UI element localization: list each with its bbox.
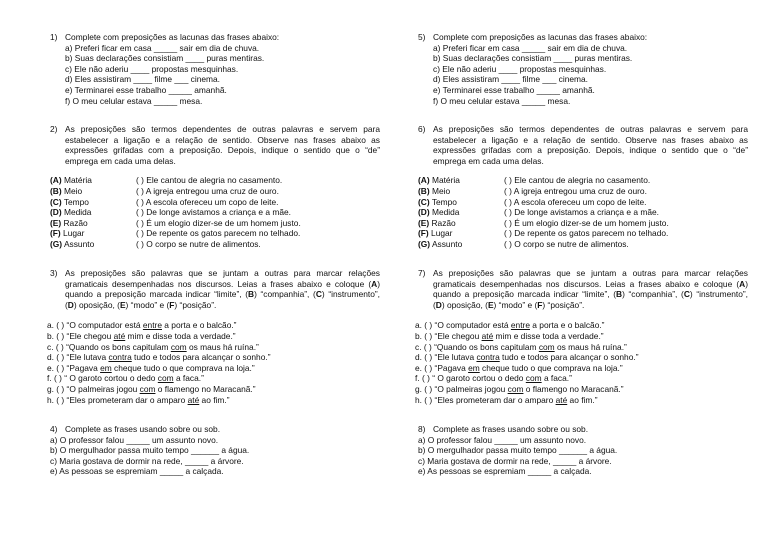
exercise-line: a) O professor falou _____ um assunto novo. <box>50 434 219 445</box>
list-item: b. ( ) “Ele chegou até mim e disse toda a verdade.” <box>47 330 236 341</box>
exercise-line: b) Suas declarações consistiam ____ puras mentiras. <box>433 53 633 64</box>
exercise-line: c) Ele não aderiu ____ propostas mesquinhas. <box>433 63 607 74</box>
sentence-line: ( ) É um elogio dizer-se de um homem justo. <box>504 217 669 228</box>
sentence-line: ( ) De repente os gatos parecem no telhado. <box>504 228 669 239</box>
question-prompt: Complete com preposições as lacunas das frases abaixo: <box>433 32 648 42</box>
list-item: h. ( ) “Eles prometeram dar o amparo até ao fim.” <box>415 394 598 405</box>
list-item: c. ( ) “Quando os bons capitulam com os maus há ruína.” <box>47 341 259 352</box>
exercise-line: b) O mergulhador passa muito tempo ______ a água. <box>418 445 618 456</box>
option-item: (G) Assunto <box>50 238 95 249</box>
option-item: (D) Medida <box>50 207 92 218</box>
question-number: 3) <box>50 268 58 278</box>
sentence-line: ( ) A igreja entregou uma cruz de ouro. <box>136 185 279 196</box>
option-item: (D) Medida <box>418 207 460 218</box>
sentence-line: ( ) O corpo se nutre de alimentos. <box>504 238 629 249</box>
sentence-line: ( ) O corpo se nutre de alimentos. <box>136 238 261 249</box>
list-item: e. ( ) “Pagava em cheque tudo o que comprava na loja.” <box>415 362 623 373</box>
sentence-line: ( ) A igreja entregou uma cruz de ouro. <box>504 185 647 196</box>
option-item: (B) Meio <box>418 185 451 196</box>
option-item: (C) Tempo <box>50 196 89 207</box>
list-item: f. ( ) “ O garoto cortou o dedo com a faca.” <box>47 373 204 384</box>
items-list <box>418 435 748 477</box>
exercise-line: a) Preferi ficar em casa _____ sair em dia de chuva. <box>65 42 260 53</box>
exercise-line: b) Suas declarações consistiam ____ puras mentiras. <box>65 53 265 64</box>
list-item: b. ( ) “Ele chegou até mim e disse toda a verdade.” <box>415 330 604 341</box>
question-number: 4) <box>50 424 58 434</box>
sentence-line: ( ) Ele cantou de alegria no casamento. <box>504 175 651 186</box>
option-item: (E) Razão <box>50 217 88 228</box>
sentence-line: ( ) A escola ofereceu um copo de leite. <box>504 196 647 207</box>
list-item: a. ( ) “O computador está entre a porta e o balcão.” <box>415 320 605 331</box>
list-item: h. ( ) “Eles prometeram dar o amparo até ao fim.” <box>47 394 230 405</box>
exercise-line: f) O meu celular estava _____ mesa. <box>433 95 571 106</box>
question-preposition-relations <box>415 268 748 405</box>
question-fill-prepositions <box>50 32 380 106</box>
exercise-line: e) Terminarei esse trabalho _____ amanhã. <box>433 84 595 95</box>
exercise-line: a) O professor falou _____ um assunto novo. <box>418 434 587 445</box>
options-list <box>50 175 136 249</box>
exercise-line: c) Ele não aderiu ____ propostas mesquinhas. <box>65 63 239 74</box>
option-item: (A) Matéria <box>418 175 460 186</box>
sentence-line: ( ) De longe avistamos a criança e a mãe. <box>136 207 292 218</box>
sentence-line: ( ) A escola ofereceu um copo de leite. <box>136 196 279 207</box>
question-prompt: As preposições são palavras que se juntam a outras para marcar relações gramaticais desempenhadas nos discursos. Leias a frases abaixo e coloque (A) quando a preposição marcada indicar “limite”, (B) “companhia”, (C) “instrumento”, (D) oposição, (E) “modo” e (F) “posição”. <box>65 268 380 310</box>
option-item: (A) Matéria <box>50 175 92 186</box>
question-prompt: As preposições são palavras que se juntam a outras para marcar relações gramaticais desempenhadas nos discursos. Leias a frases abaixo e coloque (A) quando a preposição marcada indicar “limite”, (B) “companhia”, (C) “instrumento”, (D) oposição, (E) “modo” e (F) “posição”. <box>433 268 748 310</box>
items-list <box>415 320 748 405</box>
sentences-list <box>504 175 669 249</box>
list-item: d. ( ) “Ele lutava contra tudo e todos para alcançar o sonho.” <box>415 352 639 363</box>
options-list <box>418 175 504 249</box>
sentences-list <box>136 175 301 249</box>
sentence-line: ( ) De longe avistamos a criança e a mãe. <box>504 207 660 218</box>
exercise-line: e) As pessoas se espremiam _____ a calçada. <box>50 466 224 477</box>
sentence-line: ( ) De repente os gatos parecem no telhado. <box>136 228 301 239</box>
question-meaning-of-de <box>418 124 748 250</box>
matching-block <box>50 175 380 249</box>
option-item: (F) Lugar <box>418 228 453 239</box>
question-preposition-relations <box>47 268 380 405</box>
option-item: (B) Meio <box>50 185 83 196</box>
option-item: (C) Tempo <box>418 196 457 207</box>
exercise-line: d) Eles assistiram ____ filme ___ cinema. <box>433 74 589 85</box>
question-prompt: As preposições são termos dependentes de outras palavras e servem para estabelecer a ligação e a relação de sentido. Observe nas frases abaixo as expressões grifadas com a preposição. Depois, indique o sentido que o “de” emprega em cada uma delas. <box>433 124 748 166</box>
exercise-line: e) Terminarei esse trabalho _____ amanhã. <box>65 84 227 95</box>
question-number: 1) <box>50 32 58 42</box>
list-item: f. ( ) “ O garoto cortou o dedo com a faca.” <box>415 373 572 384</box>
items-list <box>47 320 380 405</box>
exercise-line: e) As pessoas se espremiam _____ a calçada. <box>418 466 592 477</box>
question-sobre-sob <box>418 424 748 477</box>
question-sobre-sob <box>50 424 380 477</box>
question-number: 2) <box>50 124 58 134</box>
sentence-line: ( ) É um elogio dizer-se de um homem justo. <box>136 217 301 228</box>
exercise-line: d) Eles assistiram ____ filme ___ cinema. <box>65 74 221 85</box>
question-prompt: Complete as frases usando sobre ou sob. <box>433 424 589 434</box>
question-number: 6) <box>418 124 426 134</box>
items-list <box>50 435 380 477</box>
exercise-line: c) Maria gostava de dormir na rede, _____ a árvore. <box>418 455 612 466</box>
exercise-line: a) Preferi ficar em casa _____ sair em dia de chuva. <box>433 42 628 53</box>
list-item: a. ( ) “O computador está entre a porta e o balcão.” <box>47 320 237 331</box>
list-item: e. ( ) “Pagava em cheque tudo o que comprava na loja.” <box>47 362 255 373</box>
sentence-line: ( ) Ele cantou de alegria no casamento. <box>136 175 283 186</box>
list-item: c. ( ) “Quando os bons capitulam com os maus há ruína.” <box>415 341 627 352</box>
question-prompt: Complete as frases usando sobre ou sob. <box>65 424 221 434</box>
exercise-line: b) O mergulhador passa muito tempo ______ a água. <box>50 445 250 456</box>
question-number: 5) <box>418 32 426 42</box>
question-fill-prepositions <box>418 32 748 106</box>
question-number: 7) <box>418 268 426 278</box>
option-item: (E) Razão <box>418 217 456 228</box>
question-prompt: Complete com preposições as lacunas das frases abaixo: <box>65 32 280 42</box>
exercise-line: c) Maria gostava de dormir na rede, _____ a árvore. <box>50 455 244 466</box>
list-item: g. ( ) “O palmeiras jogou com o flamengo no Maracanã.” <box>47 383 256 394</box>
option-item: (G) Assunto <box>418 238 463 249</box>
list-item: d. ( ) “Ele lutava contra tudo e todos para alcançar o sonho.” <box>47 352 271 363</box>
matching-block <box>418 175 748 249</box>
option-item: (F) Lugar <box>50 228 85 239</box>
question-prompt: As preposições são termos dependentes de outras palavras e servem para estabelecer a ligação e a relação de sentido. Observe nas frases abaixo as expressões grifadas com a preposição. Depois, indique o sentido que o “de” emprega em cada uma delas. <box>65 124 380 166</box>
exercise-line: f) O meu celular estava _____ mesa. <box>65 95 203 106</box>
list-item: g. ( ) “O palmeiras jogou com o flamengo no Maracanã.” <box>415 383 624 394</box>
question-meaning-of-de <box>50 124 380 250</box>
question-number: 8) <box>418 424 426 434</box>
